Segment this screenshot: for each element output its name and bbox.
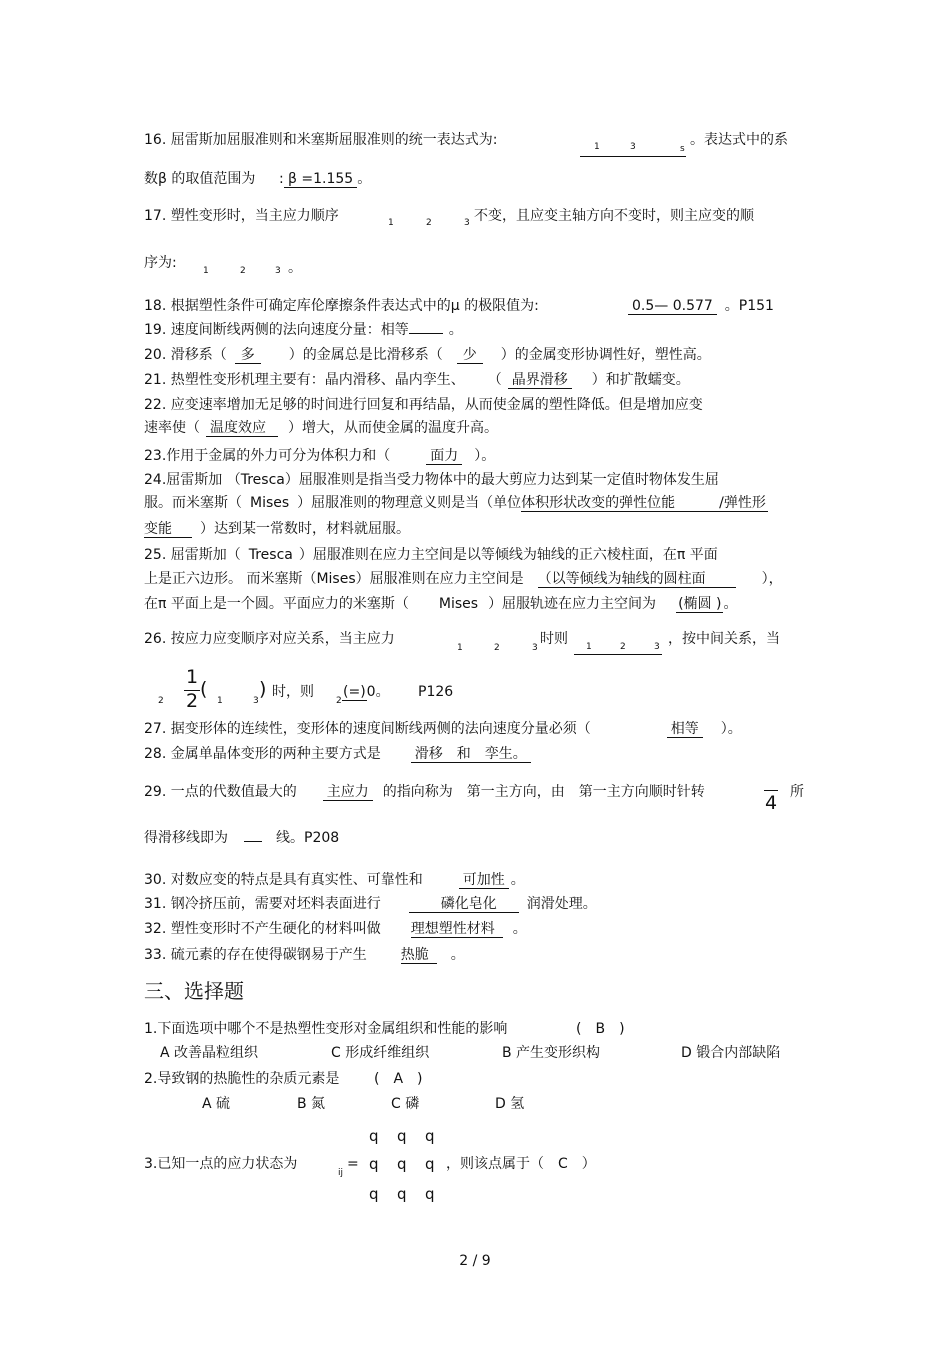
q17-line2: 序为: (144, 255, 177, 271)
q26-sub1: 1 (457, 643, 463, 653)
matrix-cell: q (369, 1155, 379, 1173)
q21: 21. 热塑性变形机理主要有：晶内滑移、晶内孪生、 （ 晶界滑移 ）和扩散蠕变。 (144, 372, 690, 388)
matrix-cell: q (397, 1185, 407, 1203)
q32: 32. 塑性变形时不产生硬化的材料叫做 理想塑性材料 。 (144, 921, 527, 937)
q26-page-ref: P126 (418, 684, 454, 700)
q33: 33. 硫元素的存在使得碳钢易于产生 热脆 。 (144, 947, 465, 963)
q16-line1-end: 。表达式中的系 (690, 132, 788, 148)
q17-sub3: 3 (464, 218, 470, 228)
matrix-cell: q (369, 1185, 379, 1203)
choice3-ij: ij (338, 1168, 344, 1178)
matrix-cell: q (425, 1185, 435, 1203)
q24-line3: 变能 ）达到某一常数时，材料就屈服。 (144, 521, 410, 537)
q16-answer: β =1.155 。 (284, 170, 371, 188)
q17-line1-mid: 不变，且应变主轴方向不变时，则主应变的顺 (474, 208, 754, 224)
choice3-question: 3.已知一点的应力状态为 (144, 1156, 298, 1172)
choice3-tail: ，则该点属于（ C ） (446, 1156, 596, 1172)
q24-line1: 24.屈雷斯加 （Tresca）屈服准则是指当受力物体中的最大剪应力达到某一定值时物体发生屈 (144, 472, 719, 488)
choice1-option-d: D 锻合内部缺陷 (681, 1045, 781, 1061)
q26-paren-close: ) (259, 678, 267, 700)
q17-line2-end: 。 (288, 260, 302, 276)
q24-line2: 服。而米塞斯（ Mises ）屈服准则的物理意义则是当（单位体积形状改变的弹性位能 /弹性形 (144, 495, 766, 511)
q25-line2: 上是正六边形。 而米塞斯（Mises）屈服准则在应力主空间是 （以等倾线为轴线的圆柱面 ）， (144, 571, 783, 587)
section-title: 三、选择题 (144, 979, 244, 1003)
q22-line1: 22. 应变速率增加无足够的时间进行回复和再结晶，从而使金属的塑性降低。但是增加应变 (144, 397, 703, 413)
q26-then: 时，则 (272, 684, 314, 700)
q26-paren-open: ( (200, 678, 208, 700)
q23: 23.作用于金属的外力可分为体积力和（ 面力 ）。 (144, 448, 496, 464)
q26-sub2-b: 2 (158, 696, 164, 706)
choice2-option-a: A 硫 (202, 1096, 231, 1112)
q18: 18. 根据塑性条件可确定库伦摩擦条件表达式中的μ 的极限值为: (144, 298, 539, 314)
choice1-option-a: A 改善晶粒组织 (160, 1045, 259, 1061)
q19: 19. 速度间断线两侧的法向速度分量：相等 。 (144, 322, 463, 338)
q25-line3: 在π 平面上是一个圆。平面应力的米塞斯（ Mises ）屈服轨迹在应力主空间为 (椭圆 ) 。 (144, 596, 738, 612)
page-number: 2 / 9 (459, 1253, 491, 1269)
q30: 30. 对数应变的特点是具有真实性、可靠性和 可加性 。 (144, 872, 525, 888)
q29-frac-den: 4 (764, 792, 778, 814)
q26-end: ，按中间关系，当 (668, 631, 780, 647)
q26-mid: 时则 (540, 631, 568, 647)
q17-seq-2: 2 (240, 266, 246, 276)
q20: 20. 滑移系（ 多 ）的金属总是比滑移系（ 少 ）的金属变形协调性好，塑性高。 (144, 347, 711, 363)
q17-seq-1: 1 (203, 266, 209, 276)
q29-line1: 29. 一点的代数值最大的 主应力 的指向称为 第一主方向，由 第一主方向顺时针转 (144, 784, 705, 800)
q29-end: 所 (790, 784, 804, 800)
q26-sub3-b: 3 (253, 696, 259, 706)
choice2-option-b: B 氮 (297, 1096, 326, 1112)
q26-answer: (=)0。 (343, 684, 390, 700)
matrix-cell: q (369, 1127, 379, 1145)
q26-frac-den: 2 (185, 690, 199, 712)
choice1-option-c: C 形成纤维组织 (331, 1045, 430, 1061)
choice3-eq: = (347, 1156, 359, 1172)
q26-sub2-c: 2 (336, 696, 342, 706)
choice2-question: 2.导致钢的热脆性的杂质元素是 (144, 1071, 340, 1087)
matrix-cell: q (397, 1127, 407, 1145)
q17-line1: 17. 塑性变形时，当主应力顺序 (144, 208, 339, 224)
q26-sub2: 2 (494, 643, 500, 653)
q26-frac-num: 1 (185, 666, 199, 688)
choice1-question: 1.下面选项中哪个不是热塑性变形对金属组织和性能的影响 (144, 1021, 508, 1037)
matrix-cell: q (425, 1155, 435, 1173)
q27: 27. 据变形体的连续性，变形体的速度间断线两侧的法向速度分量必须（ 相等 ）。 (144, 721, 742, 737)
q29-frac-bar (764, 790, 778, 791)
q28: 28. 金属单晶体变形的两种主要方式是 滑移 和 孪生。 (144, 745, 531, 763)
q16-line2: 数β 的取值范围为 (144, 171, 256, 187)
q22-line2: 速率使（ 温度效应 ）增大，从而使金属的温度升高。 (144, 420, 498, 436)
matrix-cell: q (397, 1155, 407, 1173)
q16-formula-blank: 1 3 s (580, 130, 686, 157)
q31: 31. 钢冷挤压前，需要对坯料表面进行 磷化皂化 润滑处理。 (144, 896, 597, 912)
q17-sub1: 1 (388, 218, 394, 228)
choice1-answer: ( B ) (576, 1021, 625, 1037)
q29-line2: 得滑移线即为 线。P208 (144, 830, 340, 846)
q16-line1: 16. 屈雷斯加屈服准则和米塞斯屈服准则的统一表达式为: (144, 132, 498, 148)
choice1-option-b: B 产生变形织构 (502, 1045, 601, 1061)
choice2-answer: ( A ) (374, 1071, 423, 1087)
q26-line1: 26. 按应力应变顺序对应关系，当主应力 (144, 631, 395, 647)
choice2-option-c: C 磷 (391, 1096, 420, 1112)
q17-seq-3: 3 (275, 266, 281, 276)
q17-sub2: 2 (426, 218, 432, 228)
choice2-option-d: D 氢 (495, 1096, 525, 1112)
q26-strain-blank: 1 2 3 (574, 630, 662, 655)
q25-line1: 25. 屈雷斯加（ Tresca ）屈服准则在应力主空间是以等倾线为轴线的正六棱柱面，在π 平面 (144, 547, 718, 563)
q26-sub3: 3 (532, 643, 538, 653)
q18-answer: 0.5— 0.577 。P151 (628, 297, 774, 315)
q16-colon: : (279, 171, 284, 187)
matrix-cell: q (425, 1127, 435, 1145)
q26-sub1-b: 1 (217, 696, 223, 706)
